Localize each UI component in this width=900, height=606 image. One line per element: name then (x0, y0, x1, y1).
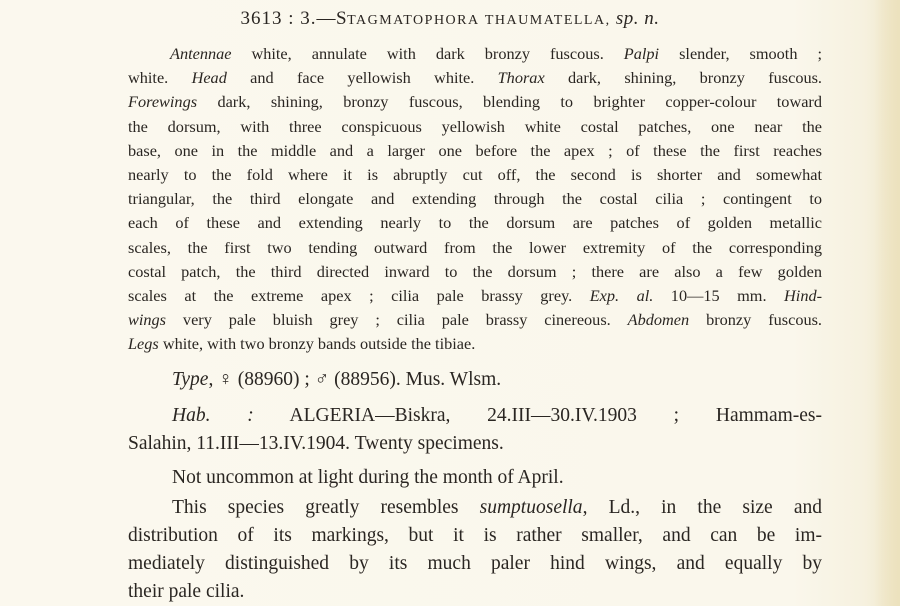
italic-term: Thorax (497, 68, 545, 88)
italic-term: Legs (128, 334, 159, 354)
text-run: very pale bluish grey ; cilia pale brassy cinereous. (166, 310, 628, 330)
text-run: scales, the first two tending outward from the lower extremity of the corresponding (128, 237, 822, 257)
text-line (128, 211, 822, 235)
italic-term: Palpi (623, 44, 660, 63)
text-run: 10—15 mm. (653, 285, 785, 305)
text-line (128, 550, 822, 578)
text-run: scales at the extreme apex ; cilia pale brassy grey. (128, 285, 590, 305)
heading-dash: — (316, 8, 337, 29)
text-run: dark, shining, bronzy fuscous. (544, 68, 823, 88)
text-run: their pale cilia. (128, 581, 245, 602)
text-run: dark, shining, bronzy fuscous, blending to brighter copper-colour toward (197, 92, 822, 112)
text-line (128, 402, 822, 430)
text-line (128, 66, 822, 90)
text-run: ALGERIA—Biskra, 24.III—30.IV.1903 ; Hammam-es- (253, 405, 822, 426)
text-line (128, 494, 822, 522)
text-line (128, 187, 822, 211)
text-run: base, one in the middle and a larger one before the apex ; of these the first reaches (128, 140, 822, 160)
text-run: the dorsum, with three conspicuous yellowish white costal patches, one near the (128, 116, 822, 136)
text-line (128, 366, 822, 394)
text-line (128, 430, 822, 458)
italic-term: Antennae (170, 44, 232, 63)
text-line (128, 42, 822, 66)
text-run: and face yellowish white. (226, 68, 498, 88)
text-run: nearly to the fold where it is abruptly cut off, the second is shorter and somewhat (128, 164, 822, 184)
text-line (128, 236, 822, 260)
italic-term: sumptuosella (479, 497, 583, 518)
italic-term: Hab. : (172, 405, 254, 426)
italic-term: Exp. al. (589, 285, 654, 305)
species-heading (0, 8, 900, 30)
text-line (128, 139, 822, 163)
heading-status: sp. n. (615, 8, 660, 29)
italic-term: Head (191, 68, 227, 88)
italic-term: Hind- (784, 285, 823, 305)
heading-genus-rest: TAGMATOPHORA (347, 13, 480, 28)
text-run: , ♀ (88960) ; ♂ (88956). Mus. Wlsm. (208, 369, 502, 390)
text-line (128, 115, 822, 139)
text-run: triangular, the third elongate and extending through the costal cilia ; contingent to (128, 189, 822, 209)
text-run: each of these and extending nearly to the dorsum are patches of golden metallic (128, 213, 822, 233)
text-run: white, with two bronzy bands outside the tibiae. (158, 334, 476, 354)
text-line (128, 163, 822, 187)
text-line (128, 464, 822, 492)
italic-term: Type (172, 369, 209, 390)
text-line (128, 284, 822, 308)
italic-term: wings (128, 310, 167, 330)
text-line (128, 90, 822, 114)
text-line (128, 308, 822, 332)
text-run: slender, smooth ; (659, 44, 822, 63)
text-run: This species greatly resembles (172, 497, 480, 518)
text-run: Not uncommon at light during the month of April. (172, 467, 564, 488)
type-paragraph (128, 366, 822, 394)
text-run: distribution of its markings, but it is rather smaller, and can be im- (128, 525, 822, 546)
text-run: mediately distinguished by its much paler hind wings, and equally by (128, 553, 822, 574)
text-run: costal patch, the third directed inward to the dorsum ; there are also a few golden (128, 261, 822, 281)
remark-paragraph (128, 494, 822, 606)
text-line (128, 332, 822, 356)
text-run: bronzy fuscous. (689, 310, 823, 330)
heading-number: 3613 : 3. (240, 8, 317, 29)
description-paragraph (128, 42, 822, 356)
heading-genus-initial: S (336, 8, 348, 29)
text-run: , Ld., in the size and (582, 497, 822, 518)
habitat-paragraph (128, 402, 822, 458)
text-run: white, annulate with dark bronzy fuscous. (231, 44, 624, 63)
text-run: Salahin, 11.III—13.IV.1904. Twenty specimens. (128, 433, 504, 454)
italic-term: Forewings (128, 92, 198, 112)
note-paragraph (128, 464, 822, 492)
book-gutter-shadow (874, 0, 900, 606)
text-run: white. (128, 68, 192, 88)
text-line (128, 522, 822, 550)
text-line (128, 260, 822, 284)
italic-term: Abdomen (627, 310, 690, 330)
heading-species: THAUMATELLA, (484, 13, 611, 28)
text-line (128, 578, 822, 606)
